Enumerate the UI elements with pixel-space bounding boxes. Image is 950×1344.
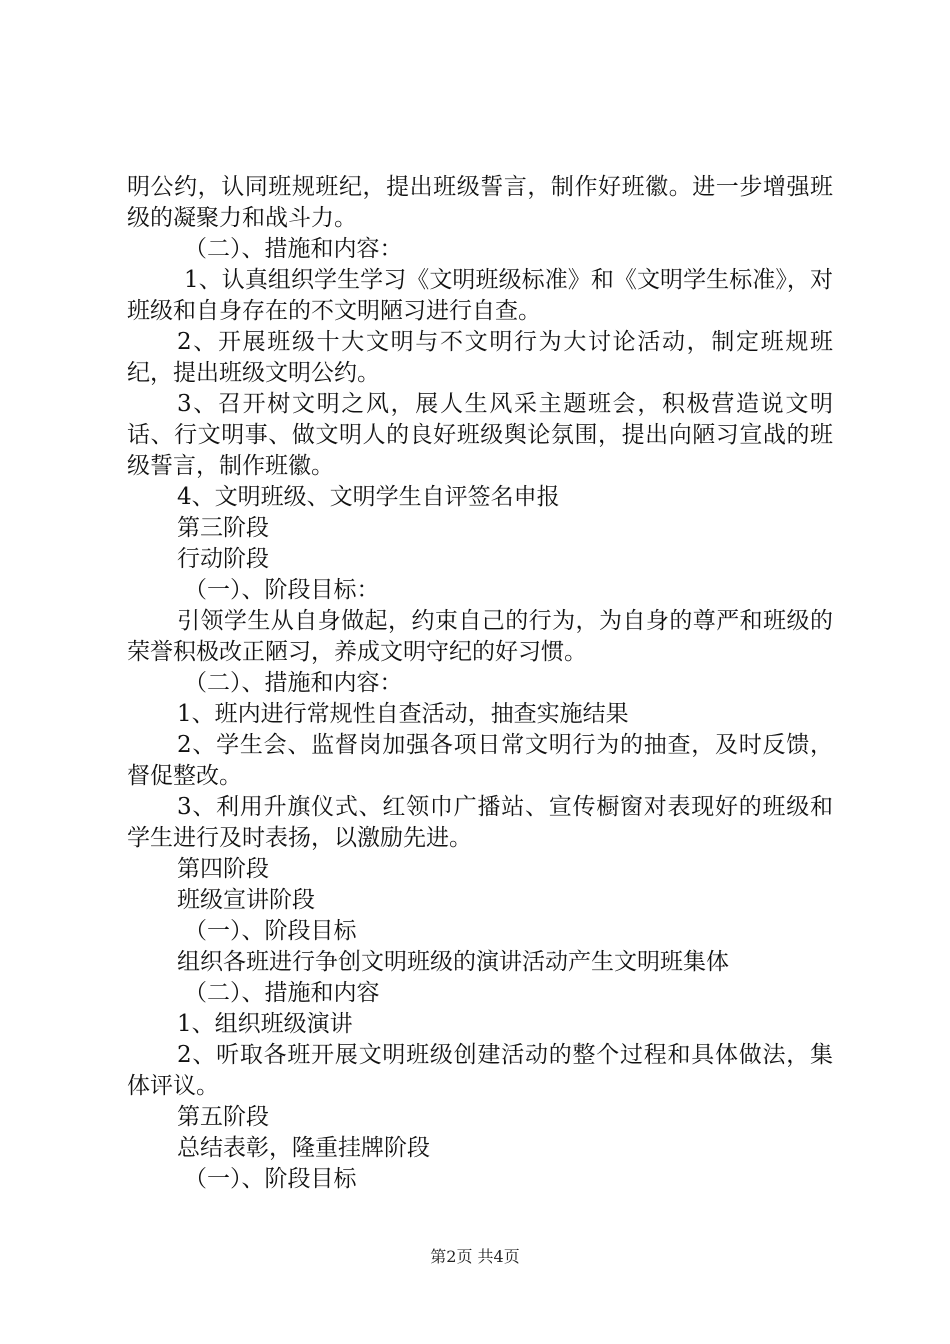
paragraph: （二）、措施和内容： [184,236,403,262]
paragraph: 4、文明班级、文明学生自评签名申报 [177,484,560,510]
paragraph: （二）、措施和内容： [184,670,403,696]
paragraph: 2、开展班级十大文明与不文明行为大讨论活动，制定班规班纪，提出班级文明公约。 [127,329,833,386]
paragraph: 3、召开树文明之风，展人生风采主题班会，积极营造说文明话、行文明事、做文明人的良好班级舆论氛围，提出向陋习宣战的班级誓言，制作班徽。 [127,391,833,479]
paragraph: 第五阶段 [177,1104,269,1130]
paragraph: （一）、阶段目标： [184,577,380,603]
paragraph: 1、认真组织学生学习《文明班级标准》和《文明学生标准》，对班级和自身存在的不文明陋习进行自查。 [127,267,833,324]
paragraph: （二）、措施和内容 [184,980,380,1006]
paragraph: 2、听取各班开展文明班级创建活动的整个过程和具体做法，集体评议。 [127,1042,833,1099]
paragraph: 1、组织班级演讲 [177,1011,353,1037]
paragraph: 总结表彰，隆重挂牌阶段 [177,1135,430,1161]
paragraph: 明公约，认同班规班纪，提出班级誓言，制作好班徽。进一步增强班级的凝聚力和战斗力。 [127,174,833,231]
paragraph: 2、学生会、监督岗加强各项日常文明行为的抽查，及时反馈，督促整改。 [127,732,833,789]
document-body [127,172,833,1195]
paragraph: 3、利用升旗仪式、红领巾广播站、宣传橱窗对表现好的班级和学生进行及时表扬，以激励先进。 [127,794,833,851]
page-footer: 第2页 共4页 [430,1247,520,1266]
paragraph: 1、班内进行常规性自查活动，抽查实施结果 [177,701,629,727]
paragraph: （一）、阶段目标 [184,1166,357,1192]
paragraph: 组织各班进行争创文明班级的演讲活动产生文明班集体 [177,949,729,975]
paragraph: 行动阶段 [177,546,269,572]
paragraph: 班级宣讲阶段 [177,887,315,913]
paragraph: 引领学生从自身做起，约束自己的行为，为自身的尊严和班级的荣誉积极改正陋习，养成文明守纪的好习惯。 [127,608,833,665]
paragraph: 第三阶段 [177,515,269,541]
paragraph: 第四阶段 [177,856,269,882]
paragraph: （一）、阶段目标 [184,918,357,944]
